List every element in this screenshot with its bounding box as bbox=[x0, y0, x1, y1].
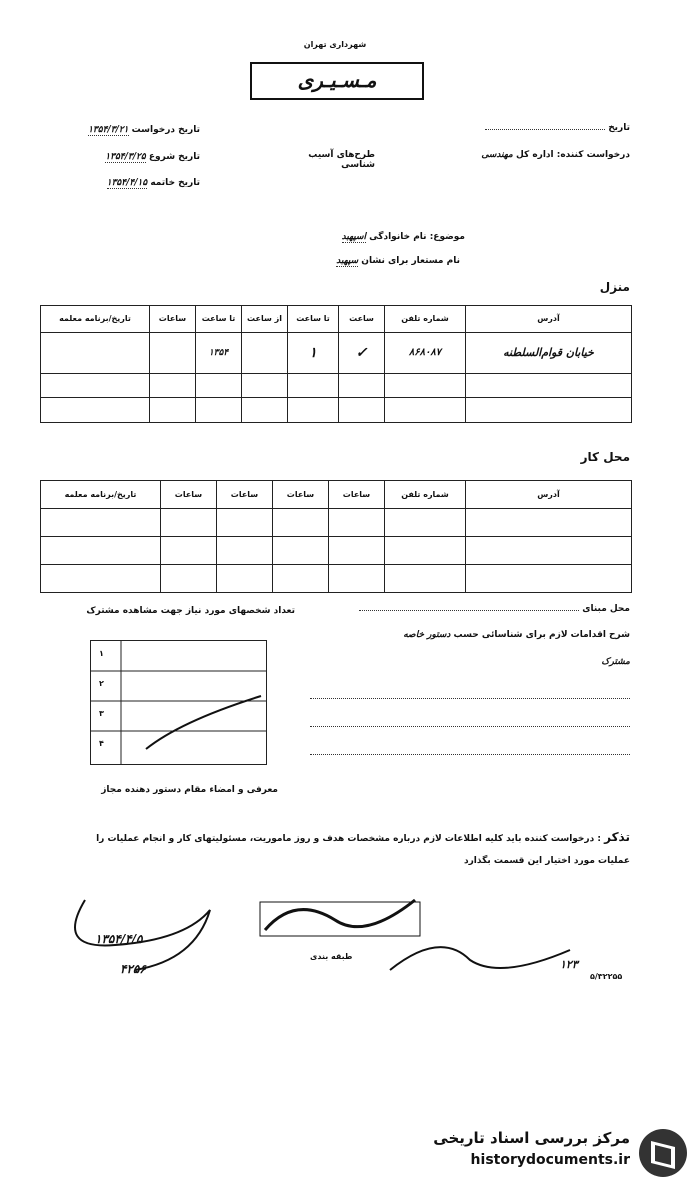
home-h-hours: ساعات bbox=[150, 306, 196, 333]
home-checkmark: ✓ bbox=[339, 332, 385, 373]
end-date-value: ۱۳۵۴/۴/۱۵ bbox=[106, 178, 148, 188]
home-from bbox=[242, 332, 288, 373]
home-h-from: از ساعت bbox=[242, 306, 288, 333]
start-date-row bbox=[40, 152, 200, 162]
work-h-hours3: ساعات bbox=[217, 481, 273, 509]
note-row bbox=[330, 604, 630, 614]
footer-note-text: درخواست کننده باید کلیه اطلاعات لازم درباره مشخصات هدف و روز ماموریت، مسئولیتهای کار و انجام عملیات را bbox=[96, 834, 595, 844]
left-sub: ۴۲۵۶ bbox=[120, 962, 146, 976]
work-h-hours1: ساعات bbox=[329, 481, 385, 509]
desc-value2: مشترک bbox=[601, 657, 630, 667]
watermark-url: historydocuments.ir bbox=[470, 1152, 630, 1168]
work-h-hours4: ساعات bbox=[161, 481, 217, 509]
home-h-to: تا ساعت bbox=[288, 306, 339, 333]
alias-row bbox=[210, 256, 460, 266]
request-date-row bbox=[40, 125, 200, 135]
watermark-title: مرکز بررسی اسناد تاریخی bbox=[433, 1129, 630, 1147]
home-table bbox=[40, 305, 632, 423]
right-signature bbox=[380, 920, 580, 990]
department-label: طرح‌های آسیب شناسی bbox=[308, 150, 375, 170]
requester-value: مهندسی bbox=[481, 150, 513, 160]
date-label: تاریخ bbox=[608, 123, 630, 133]
start-date-label: تاریخ شروع bbox=[148, 152, 200, 162]
desc-label: شرح اقدامات لازم برای شناسائی حسب bbox=[453, 630, 630, 640]
date-row bbox=[470, 123, 630, 133]
end-date-label: تاریخ خاتمه bbox=[150, 178, 200, 188]
footer-note-label: تذکر bbox=[604, 830, 630, 844]
alias-label: نام مستعار برای نشان bbox=[361, 256, 460, 266]
request-date-value: ۱۳۵۴/۳/۲۱ bbox=[88, 125, 129, 135]
request-date-label: تاریخ درخواست bbox=[131, 125, 200, 135]
home-title: منزل bbox=[599, 280, 630, 294]
sign-label: معرفی و امضاء مقام دستور دهنده مجاز bbox=[101, 785, 278, 795]
end-date-row bbox=[40, 178, 200, 188]
right-number: ۵/۳۲۲۵۵ bbox=[590, 972, 623, 981]
subject-row bbox=[200, 232, 465, 242]
home-h-schedule: تاریخ/برنامه معلمه bbox=[41, 306, 150, 333]
subject-value: اسپهبد bbox=[341, 232, 366, 242]
work-h-schedule: تاریخ/برنامه معلمه bbox=[41, 481, 161, 509]
watermark bbox=[405, 1125, 690, 1180]
work-h-address: آدرس bbox=[466, 481, 632, 509]
desc-row2 bbox=[310, 657, 630, 667]
note-label: محل مبنای bbox=[582, 604, 630, 614]
home-phone: ۸۶۸۰۸۷ bbox=[385, 332, 466, 373]
home-h-hour: ساعت bbox=[339, 306, 385, 333]
footer-note-text2: عملیات مورد اختیار این قسمت بگذارد bbox=[464, 856, 630, 866]
footer-note: تذکر : درخواست کننده باید کلیه اطلاعات لازم درباره مشخصات هدف و روز ماموریت، مسئولیتهای کار و انجام عملیات را عملیات مورد اختیار این قسمت بگذارد bbox=[96, 830, 630, 866]
work-title: محل کار bbox=[580, 450, 630, 464]
work-h-hours2: ساعات bbox=[273, 481, 329, 509]
home-to: ۱ bbox=[288, 332, 339, 373]
center-label: طبقه بندی bbox=[310, 952, 353, 961]
home-address: خیابان قوام‌السلطنه bbox=[466, 332, 632, 373]
alias-value: سپهبد bbox=[336, 256, 359, 266]
grid-row-3: ۳ bbox=[99, 709, 104, 718]
home-time: ۱۳۵۴ bbox=[196, 332, 242, 373]
note-line bbox=[310, 726, 630, 727]
header-title: شهرداری تهران bbox=[303, 40, 367, 49]
count-label: تعداد شخصهای مورد نیاز جهت مشاهده مشترک bbox=[86, 606, 295, 616]
grid-row-2: ۲ bbox=[99, 679, 104, 688]
home-h-phone: شماره تلفن bbox=[385, 306, 466, 333]
work-table bbox=[40, 480, 632, 593]
desc-value: دستور خاصه bbox=[403, 630, 451, 640]
left-date: ۱۳۵۴/۴/۵ bbox=[95, 932, 143, 946]
home-h-address: آدرس bbox=[466, 306, 632, 333]
desc-row bbox=[295, 630, 630, 640]
requester-row bbox=[380, 150, 630, 160]
home-h-to2: تا ساعت bbox=[196, 306, 242, 333]
requester-label: درخواست کننده: اداره کل bbox=[515, 150, 630, 160]
header-stamp bbox=[250, 62, 424, 100]
start-date-value: ۱۳۵۴/۳/۲۵ bbox=[105, 152, 146, 162]
header-subtitle: مـسـیـری bbox=[297, 68, 377, 92]
grid-row-4: ۴ bbox=[99, 739, 104, 748]
right-code: ۱۲۳ bbox=[560, 958, 578, 971]
work-h-phone: شماره تلفن bbox=[385, 481, 466, 509]
grid-row-1: ۱ bbox=[99, 649, 104, 658]
watermark-logo-icon bbox=[637, 1127, 689, 1179]
count-grid bbox=[90, 640, 267, 765]
subject-label: موضوع: نام خانوادگی bbox=[369, 232, 465, 242]
note-line bbox=[310, 698, 630, 699]
note-line bbox=[310, 754, 630, 755]
